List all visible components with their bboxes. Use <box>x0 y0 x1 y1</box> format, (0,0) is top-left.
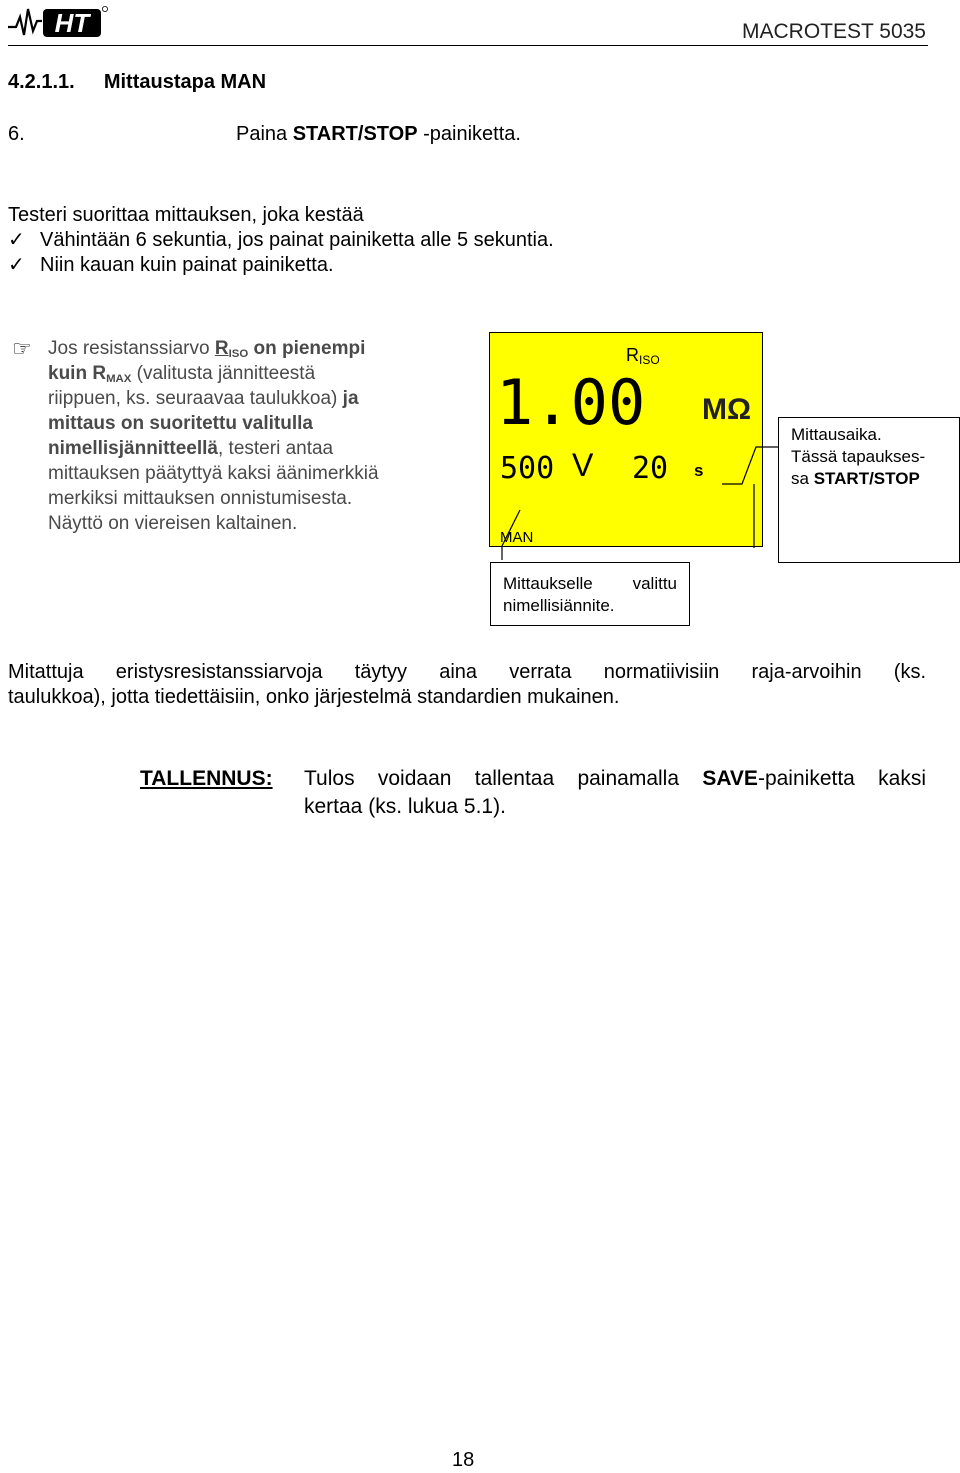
callout-measurement-time: Mittausaika. Tässä tapaukses- sa START/STOP <box>778 417 960 563</box>
ht-logo <box>8 3 108 41</box>
lcd-voltage-unit: V <box>572 447 594 483</box>
note-text: Jos resistanssiarvo $R_{ISO}$ on pienempi kuin $R_{MAX}$ (valitusta jännitteestä riippuen, ks. seuraavaa taulukkoa) ja mittaus on suoritettu valitulla nimellisjännitteellä, testeri antaa mittauksen päätyttyä kaksi äänimerkkiä merkiksi mittauksen onnistumisesta. Näyttö on viereisen kaltainen. <box>48 338 379 534</box>
lcd-unit: MΩ <box>702 393 752 426</box>
checkmark-icon: ✓ <box>8 254 25 276</box>
callout-nominal-voltage: Mittaukselle valittu nimellisiännite. <box>490 562 690 626</box>
start-stop-key: START/STOP <box>292 123 418 145</box>
section-number: 4.2.1.1. <box>8 71 75 93</box>
pointing-hand-icon: ☞ <box>12 336 32 361</box>
page-number: 18 <box>452 1449 475 1471</box>
compliance-paragraph: Mitattuja eristysresistanssiarvoja täytyy aina verrata normatiivisiin raja-arvoihin (ks. taulukkoa), jotta tiedettäisiin, onko järjestelmä standardien mukainen. <box>8 661 926 708</box>
lcd-time: 20 <box>632 451 669 486</box>
checkmark-icon: ✓ <box>8 229 25 251</box>
save-key: SAVE <box>702 767 758 790</box>
check-item: ✓ Niin kauan kuin painat painiketta. <box>8 254 334 276</box>
logo-text: HT <box>54 8 90 38</box>
lcd-value: 1.00 <box>496 366 646 439</box>
section-heading <box>8 70 266 95</box>
save-label: TALLENNUS: <box>140 767 273 790</box>
lcd-voltage: 500 <box>500 451 555 486</box>
check-item: ✓ Vähintään 6 sekuntia, jos painat painiketta alle 5 sekuntia. <box>8 229 554 251</box>
ht-logo-graphic <box>8 3 108 41</box>
step-text: Paina START/STOP -painiketta. <box>236 123 521 145</box>
intro-text: Testeri suorittaa mittauksen, joka kestää <box>8 204 364 226</box>
lcd-time-unit: s <box>694 461 704 480</box>
save-text: Tulos voidaan tallentaa painamalla SAVE-painiketta kaksi kertaa (ks. lukua 5.1). <box>304 767 926 818</box>
lcd-mode: MAN <box>500 529 534 546</box>
step-number: 6. <box>8 123 25 145</box>
header-rule <box>8 45 928 46</box>
model-name: MACROTEST 5035 <box>741 20 926 43</box>
lcd-riso-label: $R_{ISO}$ <box>626 345 660 367</box>
section-title: Mittaustapa MAN <box>103 71 267 93</box>
